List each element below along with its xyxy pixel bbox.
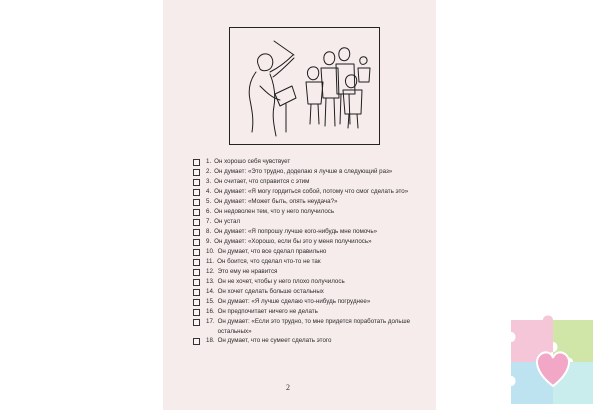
checklist-item	[193, 237, 433, 247]
checkbox[interactable]	[193, 338, 200, 345]
checkbox[interactable]	[193, 219, 200, 226]
item-text: Он недоволен тем, что у него получилось	[214, 208, 335, 215]
item-number: 12.	[206, 268, 215, 275]
checkbox[interactable]	[193, 249, 200, 256]
checklist-item	[193, 287, 433, 297]
item-number: 18.	[206, 337, 215, 344]
puzzle-heart-logo-icon	[507, 312, 595, 408]
checkbox[interactable]	[193, 299, 200, 306]
checkbox[interactable]	[193, 269, 200, 276]
checkbox[interactable]	[193, 319, 200, 326]
checklist-item	[193, 297, 433, 307]
checklist-item	[193, 247, 433, 257]
conductor-and-choir-icon	[230, 28, 379, 144]
checkbox[interactable]	[193, 309, 200, 316]
item-number: 9.	[206, 238, 212, 245]
item-text: Он думает, что все сделал правильно	[217, 248, 327, 255]
item-number: 16.	[206, 308, 215, 315]
checkbox[interactable]	[193, 279, 200, 286]
item-number: 8.	[206, 228, 212, 235]
item-text: Он думает: «Я лучше сделаю что-нибудь погруднее»	[217, 298, 371, 305]
item-text: Он думает: «Я могу гордиться собой, потому что смог сделать это»	[214, 188, 409, 195]
item-number: 15.	[206, 298, 215, 305]
checklist-item	[193, 217, 433, 227]
item-number: 3.	[206, 178, 212, 185]
item-number: 2.	[206, 168, 212, 175]
checklist-item	[193, 227, 433, 237]
item-number: 11.	[206, 258, 215, 265]
checkbox[interactable]	[193, 179, 200, 186]
checklist-item	[193, 336, 433, 346]
checklist-item	[193, 277, 433, 287]
checklist-item	[193, 317, 433, 336]
item-text: Он думает, что не сумеет сделать этого	[217, 337, 332, 344]
item-number: 4.	[206, 188, 212, 195]
checkbox[interactable]	[193, 189, 200, 196]
checkbox[interactable]	[193, 229, 200, 236]
item-text: Он думает: «Это трудно, доделаю я лучше в следующий раз»	[214, 168, 393, 175]
item-text: Он предпочитает ничего не делать	[217, 308, 318, 315]
checklist-item	[193, 267, 433, 277]
item-text: Он думает: «Может быть, опять неудача?»	[214, 198, 338, 205]
checkbox[interactable]	[193, 159, 200, 166]
checklist-item	[193, 257, 433, 267]
item-text: Он не хочет, чтобы у него плохо получилось	[217, 278, 345, 285]
item-number: 6.	[206, 208, 212, 215]
puzzle-heart-logo	[507, 312, 595, 408]
item-number: 13.	[206, 278, 215, 285]
item-text: Он боится, что сделал что-то не так	[217, 258, 321, 265]
checkbox[interactable]	[193, 259, 200, 266]
checkbox[interactable]	[193, 209, 200, 216]
item-text: Он думает: «Я попрошу лучше кого-нибудь мне помочь»	[214, 228, 378, 235]
item-text: Он думает: «Если это трудно, то мне придется поработать дольше остальных»	[217, 318, 411, 335]
conductor-and-choir-illustration	[229, 27, 380, 145]
item-number: 5.	[206, 198, 212, 205]
checkbox[interactable]	[193, 169, 200, 176]
item-text: Это ему не нравится	[217, 268, 278, 275]
item-number: 17.	[206, 318, 215, 325]
item-number: 1.	[206, 158, 212, 165]
item-text: Он думает: «Хорошо, если бы это у меня получилось»	[214, 238, 372, 245]
checkbox[interactable]	[193, 199, 200, 206]
item-text: Он устал	[214, 218, 241, 225]
item-text: Он хочет сделать больше остальных	[217, 288, 324, 295]
checklist-item	[193, 167, 433, 177]
checklist-item	[193, 157, 433, 167]
checklist-item	[193, 207, 433, 217]
checkbox[interactable]	[193, 289, 200, 296]
checklist	[193, 157, 433, 346]
page-number: 2	[286, 383, 290, 392]
item-number: 7.	[206, 218, 212, 225]
item-text: Он хорошо себя чувствует	[214, 158, 291, 165]
checklist-item	[193, 177, 433, 187]
checklist-item	[193, 197, 433, 207]
item-text: Он считает, что справится с этим	[214, 178, 310, 185]
checkbox[interactable]	[193, 239, 200, 246]
checklist-item	[193, 307, 433, 317]
item-number: 14.	[206, 288, 215, 295]
checklist-item	[193, 187, 433, 197]
item-number: 10.	[206, 248, 215, 255]
